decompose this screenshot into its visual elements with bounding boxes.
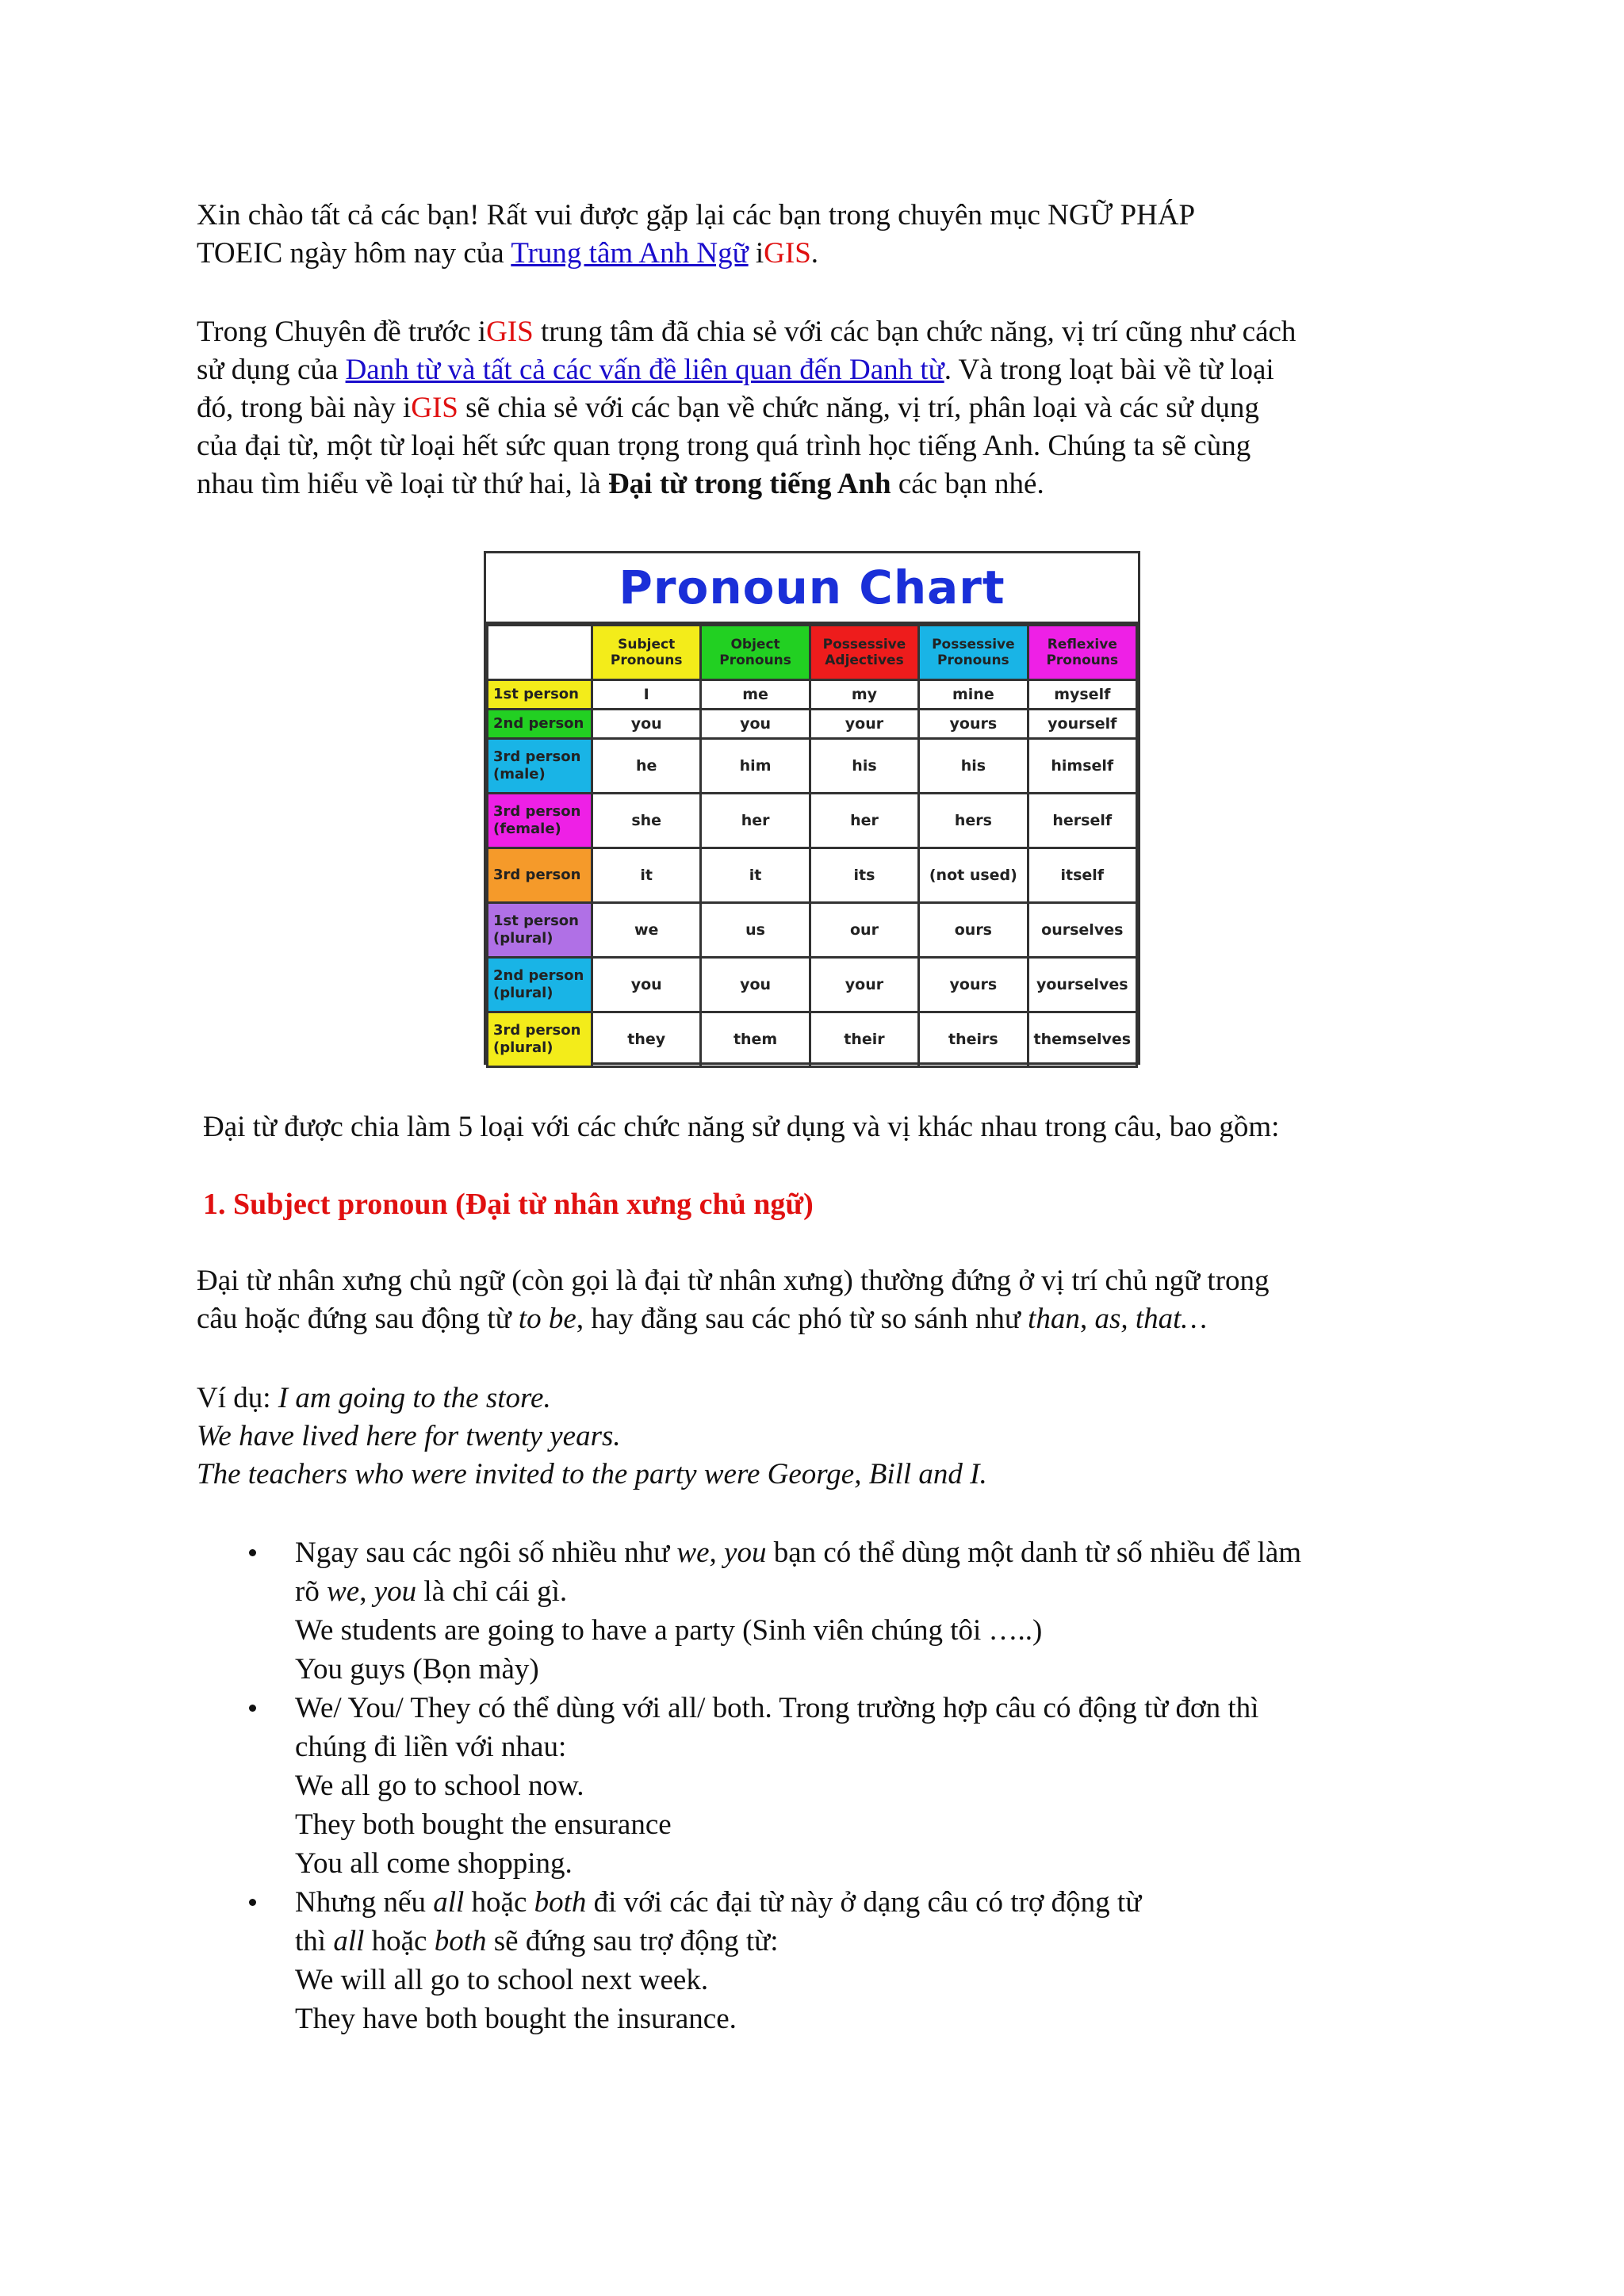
b3-line-1	[295, 1883, 1427, 1922]
intro-p2-line-1	[197, 313, 1434, 351]
chart-header-label: Subject	[618, 637, 676, 652]
chart-title: Pronoun Chart	[486, 553, 1138, 624]
intro-p1-line-2	[197, 235, 1434, 273]
chart-cell: our	[810, 903, 918, 958]
intro-p2-l1-rest: trung tâm đã chia sẻ với các bạn chức năng, vị trí cũng như cách	[533, 316, 1297, 348]
b2-line-2: chúng đi liền với nhau:	[295, 1731, 567, 1763]
desc-italic-than: than	[1028, 1303, 1080, 1335]
chart-cell: its	[810, 848, 918, 903]
intro-p2-l2-rest: . Và trong loạt bài về từ loại	[944, 354, 1274, 386]
chart-cell: herself	[1028, 794, 1136, 848]
desc-text-2: , hay đằng sau các phó từ so sánh như	[576, 1303, 1028, 1335]
b3-line-3: We will all go to school next week.	[295, 1964, 709, 1996]
chart-header-label: Pronouns	[719, 652, 791, 668]
b3-l1-italic-all: all	[433, 1886, 465, 1919]
intro-p1-period: .	[810, 237, 819, 270]
chart-header-label: Possessive	[822, 637, 906, 652]
b3-l2-italic-all: all	[333, 1925, 365, 1957]
chart-row	[488, 710, 1137, 739]
b3-l2-hoac: hoặc	[364, 1925, 435, 1957]
chart-cell: it	[701, 848, 810, 903]
dai-tu-bold: Đại từ trong tiếng Anh	[607, 468, 891, 500]
chart-row-label: 2nd person	[493, 967, 584, 984]
example-1: I am going to the store.	[278, 1382, 551, 1414]
chart-row-label: 2nd person	[493, 715, 584, 732]
chart-header-cell	[919, 626, 1028, 680]
example-label: Ví dụ:	[197, 1382, 278, 1414]
b1-line-1	[295, 1533, 1427, 1572]
chart-row-label: 3rd person	[493, 803, 581, 820]
chart-row-label-cell	[488, 710, 592, 739]
b3-l1-italic-both: both	[534, 1886, 587, 1919]
b3-line-4: They have both bought the insurance.	[295, 2003, 737, 2035]
intro-p2-line-2	[197, 351, 1434, 389]
section-description	[197, 1262, 1434, 1338]
example-line-1	[197, 1380, 1434, 1418]
b2-line-5: You all come shopping.	[295, 1847, 573, 1880]
chart-cell: my	[810, 680, 918, 710]
bullet-item-1	[238, 1533, 1427, 1689]
intro-paragraph-1	[197, 197, 1434, 273]
chart-cell: hers	[919, 794, 1028, 848]
chart-cell: your	[810, 710, 918, 739]
chart-cell: it	[592, 848, 701, 903]
chart-row-label-cell	[488, 1012, 592, 1067]
example-line-2	[197, 1418, 1434, 1456]
chart-row-label-cell	[488, 903, 592, 958]
chart-header-cell	[592, 626, 701, 680]
chart-cell: you	[701, 958, 810, 1012]
chart-header-label: Pronouns	[937, 652, 1009, 668]
chart-header-label: Object	[730, 637, 780, 652]
chart-row-label-cell	[488, 739, 592, 794]
chart-row	[488, 739, 1137, 794]
chart-cell: his	[810, 739, 918, 794]
b3-l2-rest: sẽ đứng sau trợ động từ:	[486, 1925, 779, 1957]
chart-cell: ours	[919, 903, 1028, 958]
b1-l1-rest: bạn có thể dùng một danh từ số nhiều để làm	[766, 1536, 1302, 1569]
chart-row-sublabel: (male)	[493, 766, 546, 783]
chart-row-label: 3rd person	[493, 1022, 581, 1039]
chart-cell: you	[592, 710, 701, 739]
b1-l2-text: rõ	[295, 1575, 327, 1608]
chart-cell: yourselves	[1028, 958, 1136, 1012]
chart-row-label: 1st person	[493, 913, 579, 929]
bullet-dot-icon	[249, 1549, 256, 1556]
chart-cell: I	[592, 680, 701, 710]
chart-cell: they	[592, 1012, 701, 1067]
b1-line-3: We students are going to have a party (Sinh viên chúng tôi …..)	[295, 1614, 1043, 1647]
brand-gis: GIS	[486, 316, 534, 348]
chart-row	[488, 903, 1137, 958]
b1-l2-italic-we: we	[327, 1575, 360, 1608]
b2-line-4: They both bought the ensurance	[295, 1808, 672, 1841]
chart-cell: us	[701, 903, 810, 958]
chart-cell: we	[592, 903, 701, 958]
chart-cell: her	[810, 794, 918, 848]
chart-corner-cell	[488, 626, 592, 680]
chart-cell: your	[810, 958, 918, 1012]
chart-cell: mine	[919, 680, 1028, 710]
pronoun-chart	[484, 551, 1140, 1065]
intro-p2-l1-text: Trong Chuyên đề trước i	[197, 316, 487, 348]
desc-italic-as-that: as, that…	[1094, 1303, 1208, 1335]
chart-row-label: 3rd person	[493, 748, 581, 765]
chart-cell: she	[592, 794, 701, 848]
intro-p1-line-1: Xin chào tất cả các bạn! Rất vui được gặp lại các bạn trong chuyên mục NGỮ PHÁP	[197, 199, 1196, 232]
desc-italic-to-be: to be	[518, 1303, 576, 1335]
intro-p2-l3-rest: sẽ chia sẻ với các bạn về chức năng, vị trí, phân loại và các sử dụng	[458, 392, 1259, 424]
b1-line-2	[295, 1572, 1427, 1611]
chart-row-sublabel: (plural)	[493, 985, 553, 1001]
pronoun-table	[486, 624, 1138, 1068]
brand-gis: GIS	[764, 237, 811, 270]
chart-cell: me	[701, 680, 810, 710]
brand-gis: GIS	[411, 392, 458, 424]
bullet-dot-icon	[249, 1899, 256, 1906]
examples-block	[197, 1380, 1434, 1494]
chart-cell: him	[701, 739, 810, 794]
chart-header-label: Reflexive	[1047, 637, 1117, 652]
desc-line-2	[197, 1300, 1434, 1338]
chart-cell: myself	[1028, 680, 1136, 710]
chart-header-row	[488, 626, 1137, 680]
chart-row-sublabel: (plural)	[493, 1039, 553, 1056]
chart-cell: yours	[919, 958, 1028, 1012]
chart-cell: his	[919, 739, 1028, 794]
bullet-item-3	[238, 1883, 1427, 2038]
desc-text: câu hoặc đứng sau động từ	[197, 1303, 519, 1335]
example-line-3	[197, 1456, 1434, 1494]
chart-cell: theirs	[919, 1012, 1028, 1067]
intro-p2-line-4: của đại từ, một từ loại hết sức quan trọng trong quá trình học tiếng Anh. Chúng ta sẽ cùng	[197, 430, 1251, 462]
chart-cell: her	[701, 794, 810, 848]
b1-l1-italic: we, you	[676, 1536, 767, 1569]
bullet-dot-icon	[249, 1705, 256, 1712]
chart-cell: them	[701, 1012, 810, 1067]
b2-line-3: We all go to school now.	[295, 1770, 584, 1802]
b1-l2-italic-you: you	[373, 1575, 417, 1608]
b3-l2-text: thì	[295, 1925, 334, 1957]
chart-row-label-cell	[488, 848, 592, 903]
b1-line-4: You guys (Bọn mày)	[295, 1653, 539, 1686]
danh-tu-link[interactable]: Danh từ và tất cả các vấn đề liên quan đến Danh từ	[345, 354, 944, 386]
chart-header-label: Adjectives	[825, 652, 904, 668]
chart-row-label-cell	[488, 680, 592, 710]
chart-cell: you	[701, 710, 810, 739]
intro-p2-l2-text: sử dụng của	[197, 354, 346, 386]
section-intro-line: Đại từ được chia làm 5 loại với các chức năng sử dụng và vị khác nhau trong câu, bao gồm:	[203, 1111, 1280, 1143]
chart-cell: their	[810, 1012, 918, 1067]
chart-row	[488, 794, 1137, 848]
chart-header-cell	[810, 626, 918, 680]
chart-cell: yourself	[1028, 710, 1136, 739]
b1-l2-rest: là chỉ cái gì.	[416, 1575, 568, 1608]
intro-p2-line-5	[197, 465, 1434, 503]
chart-row	[488, 1012, 1137, 1067]
brand-i: i	[755, 237, 764, 270]
b3-l1-rest: đi với các đại từ này ở dạng câu có trợ động từ	[586, 1886, 1142, 1919]
b3-l1-hoac: hoặc	[464, 1886, 534, 1919]
chart-header-cell	[1028, 626, 1136, 680]
intro-paragraph-2	[197, 313, 1434, 503]
b1-l1-text: Ngay sau các ngôi số nhiều như	[295, 1536, 677, 1569]
section-heading: 1. Subject pronoun (Đại từ nhân xưng chủ ngữ)	[203, 1188, 814, 1221]
chart-cell: themselves	[1028, 1012, 1136, 1067]
chart-row-sublabel: (plural)	[493, 930, 553, 947]
chart-cell: he	[592, 739, 701, 794]
example-3: The teachers who were invited to the party were George, Bill and I.	[197, 1458, 987, 1490]
b3-l2-italic-both: both	[434, 1925, 487, 1957]
desc-comma: ,	[1079, 1303, 1095, 1335]
intro-p2-l5-text: nhau tìm hiểu về loại từ thứ hai, là	[197, 468, 608, 500]
chart-row-label: 3rd person	[493, 867, 581, 883]
chart-header-label: Possessive	[932, 637, 1015, 652]
chart-row-sublabel: (female)	[493, 821, 561, 837]
b1-l2-comma: ,	[359, 1575, 374, 1608]
intro-p2-l5-rest: các bạn nhé.	[891, 468, 1044, 500]
chart-header-label: Pronouns	[610, 652, 683, 668]
intro-p2-l3-text: đó, trong bài này i	[197, 392, 412, 424]
chart-header-cell	[701, 626, 810, 680]
bullet-list	[238, 1533, 1427, 2038]
chart-cell: you	[592, 958, 701, 1012]
chart-row-label-cell	[488, 958, 592, 1012]
b3-l1-text: Nhưng nếu	[295, 1886, 434, 1919]
desc-line-1: Đại từ nhân xưng chủ ngữ (còn gọi là đại từ nhân xưng) thường đứng ở vị trí chủ ngữ trong	[197, 1265, 1270, 1297]
bullet-item-2	[238, 1689, 1427, 1883]
chart-cell: ourselves	[1028, 903, 1136, 958]
example-2: We have lived here for twenty years.	[197, 1420, 621, 1452]
intro-p2-line-3	[197, 389, 1434, 427]
chart-cell: himself	[1028, 739, 1136, 794]
chart-cell: itself	[1028, 848, 1136, 903]
chart-row-label-cell	[488, 794, 592, 848]
chart-row	[488, 848, 1137, 903]
chart-cell: (not used)	[919, 848, 1028, 903]
b3-line-2	[295, 1922, 1427, 1961]
trung-tam-anh-ngu-link[interactable]: Trung tâm Anh Ngữ	[511, 237, 749, 270]
b2-line-1: We/ You/ They có thể dùng với all/ both. Trong trường hợp câu có động từ đơn thì	[295, 1692, 1259, 1724]
intro-p1-text: TOEIC ngày hôm nay của	[197, 237, 511, 270]
chart-row	[488, 680, 1137, 710]
chart-header-label: Pronouns	[1046, 652, 1119, 668]
chart-row	[488, 958, 1137, 1012]
chart-row-label: 1st person	[493, 686, 579, 702]
chart-cell: yours	[919, 710, 1028, 739]
